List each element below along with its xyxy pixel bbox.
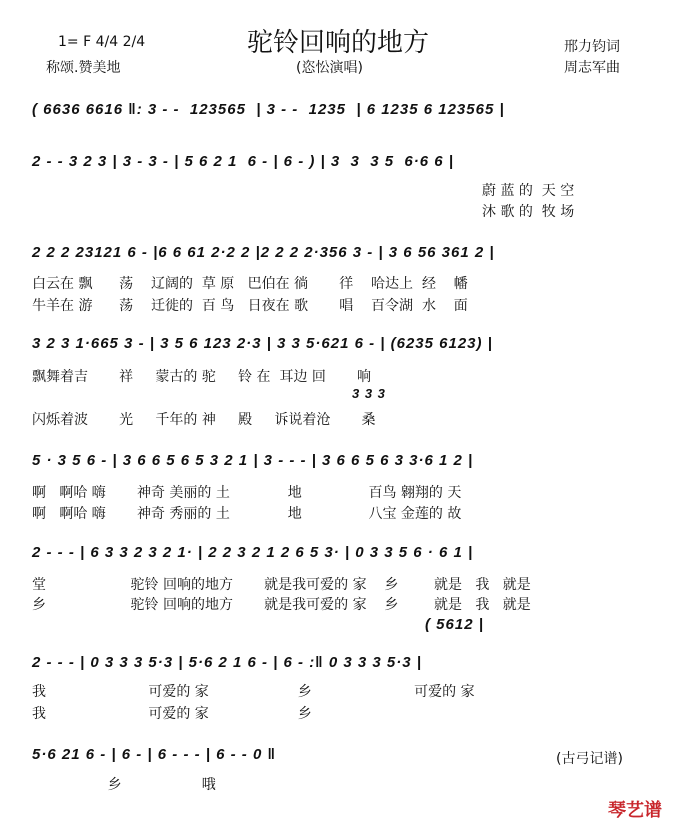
alt-notes: 3 3 3 xyxy=(352,386,386,401)
lyrics-row-4-v2: 闪烁着波 光 千年的 神 殿 诉说着沧 桑 xyxy=(32,412,376,428)
notation-row-5: 5 · 3 5 6 - | 3 6 6 5 6 5 3 2 1 | 3 - - - | 3 6 6 5 6 3 3·6 1 2 | xyxy=(32,452,474,469)
notation-row-2: 2 - - 3 2 3 | 3 - 3 - | 5 6 2 1 6 - | 6 - ) | 3 3 3 5 6·6 6 | xyxy=(32,153,454,170)
watermark-logo: 琴艺谱 xyxy=(608,800,662,821)
notation-row-3: 2 2 2 23121 6 - |6 6 61 2·2 2 |2 2 2 2·356 3 - | 3 6 56 361 2 | xyxy=(32,244,495,261)
notation-row-8: 5·6 21 6 - | 6 - | 6 - - - | 6 - - 0 ‖ xyxy=(32,746,276,763)
notation-row-4: 3 2 3 1·665 3 - | 3 5 6 123 2·3 | 3 3 5·621 6 - | (6235 6123) | xyxy=(32,335,493,352)
lyrics-row-3-v2: 牛羊在 游 荡 迁徙的 百 鸟 日夜在 歌 唱 百令湖 水 面 xyxy=(32,298,468,314)
performer: (恣忪演唱) xyxy=(296,60,363,76)
lyricist: 邢力钧词 xyxy=(564,39,620,55)
lyrics-row-6-v1: 堂 驼铃 回响的地方 就是我可爱的 家 乡 就是 我 就是 xyxy=(32,577,531,593)
song-title: 驼铃回响的地方 xyxy=(246,28,429,58)
lyrics-row-2-v2: 沐 歌 的 牧 场 xyxy=(482,204,575,220)
key-signature: 1= F 4/4 2/4 xyxy=(58,34,146,50)
notation-row-6: 2 - - - | 6 3 3 2 3 2 1· | 2 2 3 2 1 2 6 5 3· | 0 3 3 5 6 · 6 1 | xyxy=(32,544,474,561)
interlude-notes: ( 5612 | xyxy=(425,616,484,633)
lyrics-row-4-v1: 飘舞着吉 祥 蒙古的 驼 铃 在 耳边 回 响 xyxy=(32,369,372,385)
lyrics-row-6-v2: 乡 驼铃 回响的地方 就是我可爱的 家 乡 就是 我 就是 xyxy=(32,597,531,613)
transcriber-note: (古弓记谱) xyxy=(556,751,623,767)
lyrics-row-2-v1: 蔚 蓝 的 天 空 xyxy=(482,183,575,199)
lyrics-row-5-v1: 啊 啊哈 嗨 神奇 美丽的 土 地 百鸟 翱翔的 天 xyxy=(32,485,462,501)
style-note: 称颂.赞美地 xyxy=(46,60,121,76)
notation-row-1: ( 6636 6616 ‖: 3 - - 123565 | 3 - - 1235 | 6 1235 6 123565 | xyxy=(32,101,505,118)
lyrics-row-8: 乡 哦 xyxy=(32,777,216,793)
lyrics-row-7-v2: 我 可爱的 家 乡 xyxy=(32,706,312,722)
lyrics-row-7-v1: 我 可爱的 家 乡 可爱的 家 xyxy=(32,684,475,700)
composer: 周志军曲 xyxy=(564,60,620,76)
lyrics-row-3-v1: 白云在 飘 荡 辽阔的 草 原 巴伯在 徜 徉 哈达上 经 幡 xyxy=(32,276,468,292)
notation-row-7: 2 - - - | 0 3 3 3 5·3 | 5·6 2 1 6 - | 6 - :‖ 0 3 3 3 5·3 | xyxy=(32,654,422,671)
lyrics-row-5-v2: 啊 啊哈 嗨 神奇 秀丽的 土 地 八宝 金莲的 故 xyxy=(32,506,462,522)
